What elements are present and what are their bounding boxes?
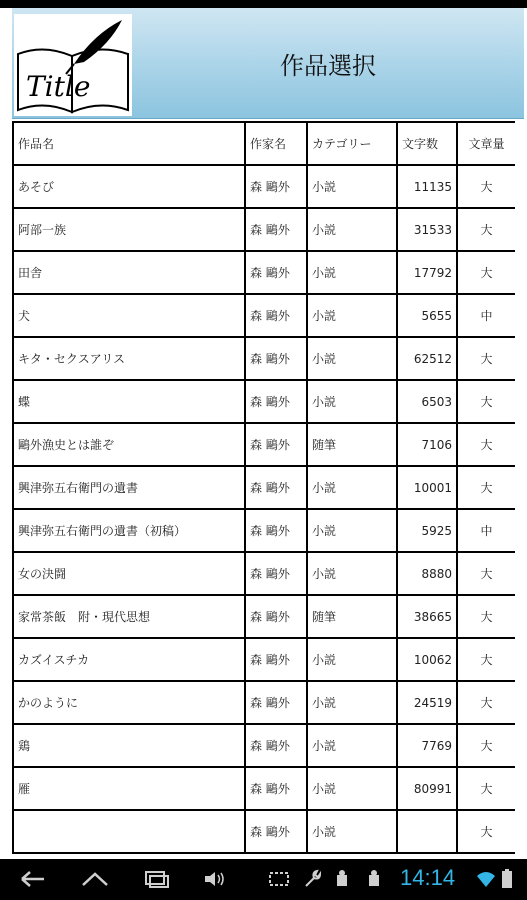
cell-author: 森 鷗外 <box>245 466 307 509</box>
android-debug-icon <box>334 867 350 891</box>
cell-length: 大 <box>457 251 515 294</box>
table-row[interactable] <box>13 509 515 552</box>
cell-title: 興津弥五右衛門の遺書 <box>13 466 245 509</box>
table-row[interactable] <box>13 294 515 337</box>
app-header <box>12 8 524 119</box>
cell-category: 小説 <box>307 552 397 595</box>
home-icon[interactable] <box>80 867 110 891</box>
screenshot-icon <box>268 867 290 891</box>
table-header-row <box>13 122 515 165</box>
cell-chars: 38665 <box>397 595 457 638</box>
recent-apps-icon[interactable] <box>142 867 172 891</box>
cell-length: 大 <box>457 208 515 251</box>
cell-author: 森 鷗外 <box>245 165 307 208</box>
table-row[interactable] <box>13 767 515 810</box>
table-row[interactable] <box>13 208 515 251</box>
cell-length: 大 <box>457 165 515 208</box>
cell-author: 森 鷗外 <box>245 423 307 466</box>
cell-length: 中 <box>457 294 515 337</box>
cell-author: 森 鷗外 <box>245 208 307 251</box>
top-bar <box>0 0 527 8</box>
cell-category: 随筆 <box>307 423 397 466</box>
cell-category: 小説 <box>307 337 397 380</box>
cell-author: 森 鷗外 <box>245 251 307 294</box>
table-row[interactable] <box>13 466 515 509</box>
cell-title: 田舎 <box>13 251 245 294</box>
cell-author: 森 鷗外 <box>245 767 307 810</box>
cell-chars: 80991 <box>397 767 457 810</box>
cell-author: 森 鷗外 <box>245 337 307 380</box>
cell-chars: 24519 <box>397 681 457 724</box>
wrench-icon <box>302 867 322 891</box>
wifi-icon <box>476 867 496 891</box>
volume-icon[interactable] <box>203 867 227 891</box>
cell-chars: 6503 <box>397 380 457 423</box>
cell-category: 小説 <box>307 509 397 552</box>
back-icon[interactable] <box>18 867 48 891</box>
cell-length: 大 <box>457 423 515 466</box>
cell-chars <box>397 810 457 853</box>
cell-chars: 7106 <box>397 423 457 466</box>
header-title: 作品名 <box>13 122 245 165</box>
table-row[interactable] <box>13 638 515 681</box>
cell-category: 小説 <box>307 724 397 767</box>
cell-category: 小説 <box>307 208 397 251</box>
cell-author: 森 鷗外 <box>245 380 307 423</box>
battery-icon <box>500 867 514 891</box>
status-clock: 14:14 <box>400 865 456 890</box>
cell-chars: 5655 <box>397 294 457 337</box>
cell-length: 大 <box>457 681 515 724</box>
cell-title: あそび <box>13 165 245 208</box>
cell-length: 大 <box>457 595 515 638</box>
cell-title: 鶏 <box>13 724 245 767</box>
table-row[interactable] <box>13 595 515 638</box>
header-category: カテゴリー <box>307 122 397 165</box>
cell-author: 森 鷗外 <box>245 638 307 681</box>
cell-title: 犬 <box>13 294 245 337</box>
cell-category: 小説 <box>307 681 397 724</box>
cell-title: カズイスチカ <box>13 638 245 681</box>
cell-category: 小説 <box>307 810 397 853</box>
cell-length: 大 <box>457 337 515 380</box>
cell-title: 阿部一族 <box>13 208 245 251</box>
cell-length: 大 <box>457 767 515 810</box>
cell-length: 大 <box>457 638 515 681</box>
cell-length: 中 <box>457 509 515 552</box>
cell-chars: 10001 <box>397 466 457 509</box>
cell-category: 小説 <box>307 638 397 681</box>
cell-category: 随筆 <box>307 595 397 638</box>
table-row[interactable] <box>13 337 515 380</box>
cell-category: 小説 <box>307 251 397 294</box>
cell-title: かのように <box>13 681 245 724</box>
header-length: 文章量 <box>457 122 515 165</box>
cell-chars: 8880 <box>397 552 457 595</box>
cell-category: 小説 <box>307 380 397 423</box>
cell-author: 森 鷗外 <box>245 595 307 638</box>
logo-text: Title <box>26 70 91 103</box>
cell-title: 家常茶飯 附・現代思想 <box>13 595 245 638</box>
cell-category: 小説 <box>307 767 397 810</box>
system-nav-bar <box>0 859 527 900</box>
cell-author: 森 鷗外 <box>245 509 307 552</box>
cell-chars: 17792 <box>397 251 457 294</box>
table-row[interactable] <box>13 165 515 208</box>
cell-author: 森 鷗外 <box>245 724 307 767</box>
works-table-container[interactable] <box>12 121 515 859</box>
table-row[interactable] <box>13 552 515 595</box>
cell-author: 森 鷗外 <box>245 552 307 595</box>
cell-length: 大 <box>457 724 515 767</box>
cell-chars: 31533 <box>397 208 457 251</box>
title-book-logo <box>14 14 132 116</box>
cell-author: 森 鷗外 <box>245 810 307 853</box>
cell-chars: 7769 <box>397 724 457 767</box>
cell-title: 興津弥五右衛門の遺書（初稿） <box>13 509 245 552</box>
cell-title: キタ・セクスアリス <box>13 337 245 380</box>
cell-category: 小説 <box>307 466 397 509</box>
table-row[interactable] <box>13 380 515 423</box>
cell-length: 大 <box>457 380 515 423</box>
table-row[interactable] <box>13 810 515 853</box>
cell-length: 大 <box>457 466 515 509</box>
cell-chars: 62512 <box>397 337 457 380</box>
cell-title: 蝶 <box>13 380 245 423</box>
page-title: 作品選択 <box>280 51 376 80</box>
cell-length: 大 <box>457 810 515 853</box>
cell-author: 森 鷗外 <box>245 681 307 724</box>
cell-chars: 5925 <box>397 509 457 552</box>
table-row[interactable] <box>13 251 515 294</box>
table-row[interactable] <box>13 423 515 466</box>
cell-chars: 11135 <box>397 165 457 208</box>
header-author: 作家名 <box>245 122 307 165</box>
cell-category: 小説 <box>307 294 397 337</box>
cell-title: 鷗外漁史とは誰ぞ <box>13 423 245 466</box>
cell-category: 小説 <box>307 165 397 208</box>
cell-length: 大 <box>457 552 515 595</box>
cell-title: 女の決闘 <box>13 552 245 595</box>
cell-title <box>13 810 245 853</box>
works-table <box>12 121 515 854</box>
table-row[interactable] <box>13 724 515 767</box>
cell-author: 森 鷗外 <box>245 294 307 337</box>
header-chars: 文字数 <box>397 122 457 165</box>
android-usb-icon <box>366 867 382 891</box>
cell-chars: 10062 <box>397 638 457 681</box>
table-row[interactable] <box>13 681 515 724</box>
cell-title: 雁 <box>13 767 245 810</box>
